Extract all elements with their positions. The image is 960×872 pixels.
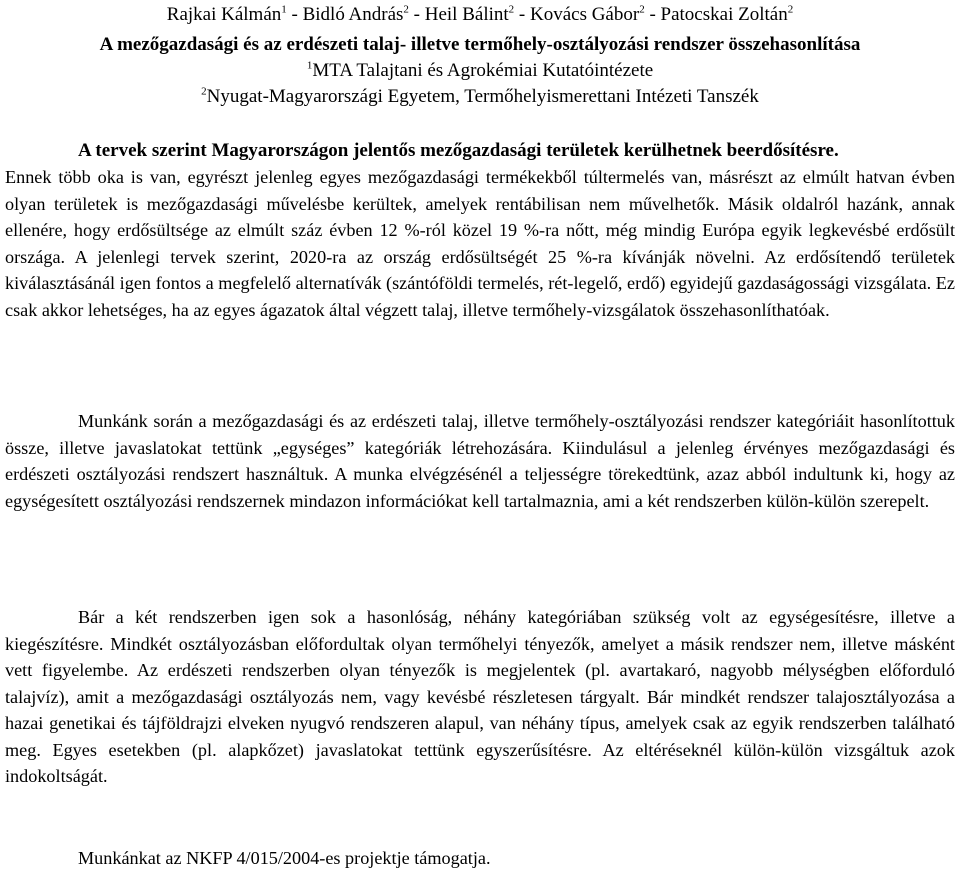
affiliation-2 (0, 84, 960, 110)
author-line (0, 2, 960, 28)
body-paragraph-1: Ennek több oka is van, egyrészt jelenleg egyes mezőgazdasági termékekből túltermelés van, másrészt az elmúlt hatvan évben olyan területek is mezőgazdasági művelésbe kerültek, amelyek rentábilisan nem művelhetők. Másik oldalról hazánk, annak ellenére, hogy erdősültsége az elmúlt száz évben 12 %-ról közel 19 %-ra nőtt, még mindig Európa egyik legkevésbé erdősült országa. A jelenlegi tervek szerint, 2020-ra az ország erdősültségét 25 %-ra kívánják növelni. Az erdősítendő területek kiválasztásánál igen fontos a megfelelő alternatívák (szántóföldi termelés, rét-legelő, erdő) egyidejű gazdaságossági vizsgálata. Ez csak akkor lehetséges, ha az egyes ágazatok által végzett talaj, illetve termőhely-vizsgálatok összehasonlíthatóak. (5, 167, 955, 320)
author-name: Bidló András (302, 4, 404, 25)
body-paragraph-3: Bár a két rendszerben igen sok a hasonlóság, néhány kategóriában szükség volt az egységesítésre, illetve a kiegészítésre. Mindkét osztályozásban előfordultak olyan termőhelyi tényezők, amelyet a másik rendszer nem, illetve másként vett figyelembe. Az erdészeti rendszerben olyan tényezők is megjelentek (pl. avartakaró, nagyobb mélységben előforduló talajvíz), amit a mezőgazdasági osztályozás nem, vagy kevésbé részletesen tárgyalt. Bár mindkét rendszer talajosztályozása a hazai genetikai és tájföldrajzi elveken nyugvó rendszeren alapul, van néhány típus, amelyek csak az egyik rendszerben található meg. Egyes esetekben (pl. alapkőzet) javaslatokat tettünk egyszerűsítésre. Az eltéréseknél külön-külön vizsgáltuk azok indokoltságát. (5, 607, 955, 786)
affiliation-marker: 2 (403, 3, 409, 16)
author-separator: - (514, 4, 530, 25)
affiliation-marker: 2 (508, 3, 515, 16)
affiliation-marker: 2 (787, 3, 794, 16)
paper-title: A mezőgazdasági és az erdészeti talaj- illetve termőhely-osztályozási rendszer összehasonlítása (99, 34, 861, 55)
author-separator: - (644, 4, 661, 25)
author-name: Patocskai Zoltán (660, 4, 788, 25)
affiliation-text: Nyugat-Magyarországi Egyetem, Termőhelyismerettani Intézeti Tanszék (206, 86, 759, 107)
author-name: Rajkai Kálmán (166, 4, 282, 25)
affiliation-number: 2 (201, 85, 207, 98)
body-paragraph-2: Munkánk során a mezőgazdasági és az erdészeti talaj, illetve termőhely-osztályozási rendszer kategóriáit hasonlítottuk össze, illetve javaslatokat tettünk „egységes” kategóriák létrehozására. Kiindulásul a jelenleg érvényes mezőgazdasági és erdészeti osztályozási rendszert használtuk. A munka elvégzésénél a teljességre törekedtünk, azaz abból indultunk ki, hogy az egységesített osztályozási rendszernek mindazon információkat kell tartalmaznia, ami a két rendszerben külön-külön szerepelt. (5, 411, 955, 511)
author-separator: - (408, 4, 425, 25)
affiliation-number: 1 (306, 59, 313, 72)
author-name: Kovács Gábor (529, 4, 640, 25)
affiliation-marker: 2 (639, 3, 645, 16)
affiliation-1 (0, 58, 960, 84)
intro-bold-sentence: A tervek szerint Magyarországon jelentős mezőgazdasági területek kerülhetnek beerdősítésre. (78, 140, 839, 161)
affiliation-text: MTA Talajtani és Agrokémiai Kutatóintézete (312, 60, 654, 81)
acknowledgement-line: Munkánkat az NKFP 4/015/2004-es projektje támogatja. (78, 848, 491, 868)
author-name: Heil Bálint (424, 4, 509, 25)
author-separator: - (286, 4, 303, 25)
affiliation-marker: 1 (281, 3, 287, 16)
